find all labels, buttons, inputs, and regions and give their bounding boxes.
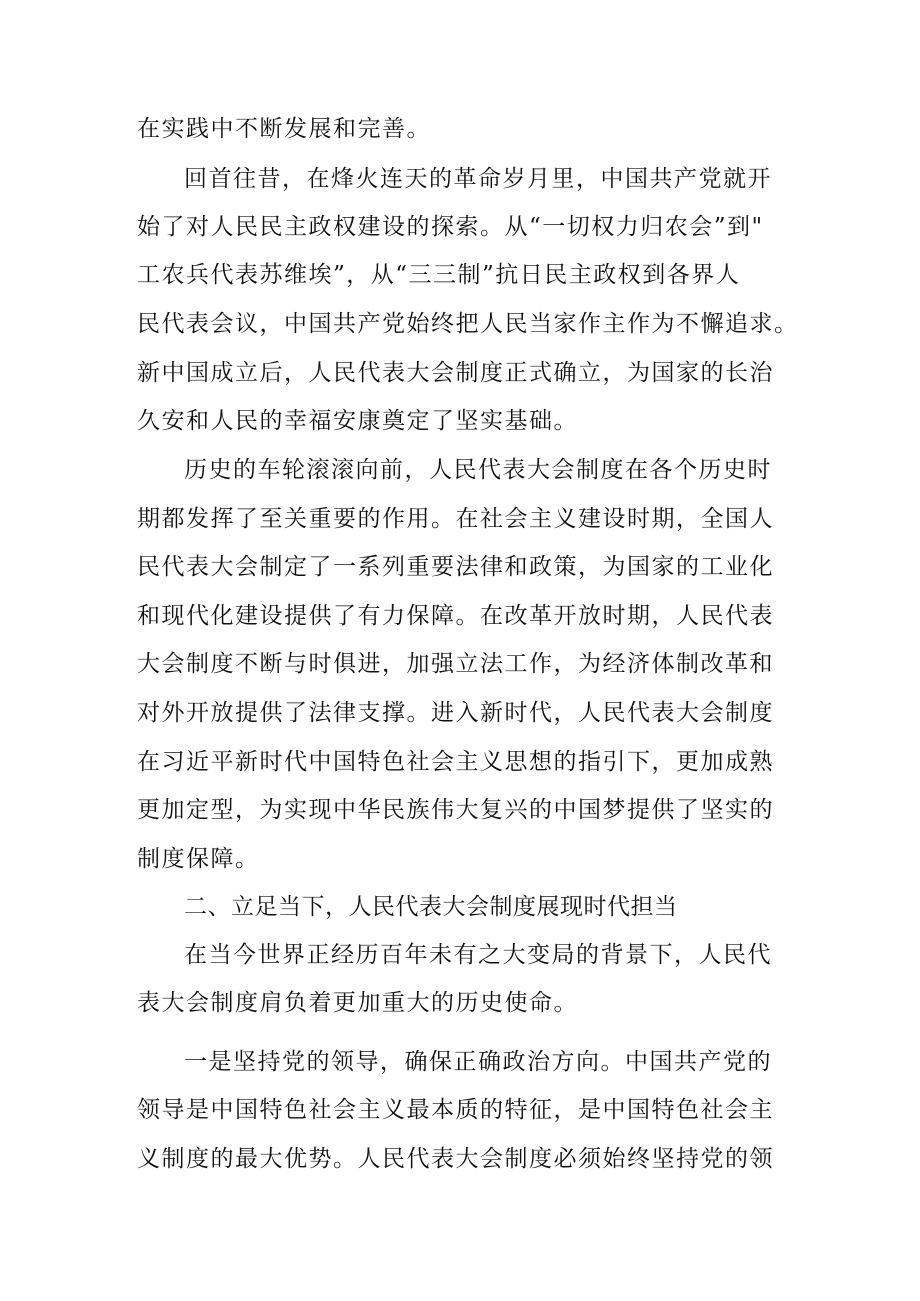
paragraph-3-line: 历史的车轮滚滚向前，人民代表大会制度在各个历史时 xyxy=(184,457,772,483)
paragraph-3-line: 在习近平新时代中国特色社会主义思想的指引下，更加成熟 xyxy=(137,749,774,775)
paragraph-3-line: 对外开放提供了法律支撑。进入新时代，人民代表大会制度 xyxy=(137,700,774,726)
paragraph-3-line: 大会制度不断与时俱进，加强立法工作，为经济体制改革和 xyxy=(137,651,774,677)
paragraph-4-line: 表大会制度肩负着更加重大的历史使命。 xyxy=(137,990,578,1016)
paragraph-2-line: 始了对人民民主政权建设的探索。从“一切权力归农会”到" xyxy=(137,214,764,240)
paragraph-3-line: 民代表大会制定了一系列重要法律和政策，为国家的工业化 xyxy=(137,554,774,580)
paragraph-4-line: 在当今世界正经历百年未有之大变局的背景下，人民代 xyxy=(184,942,772,968)
paragraph-2-line: 回首往昔，在烽火连天的革命岁月里，中国共产党就开 xyxy=(184,166,772,192)
paragraph-2-line: 民代表会议，中国共产党始终把人民当家作主作为不懈追求。 xyxy=(137,311,799,337)
paragraph-1-line: 在实践中不断发展和完善。 xyxy=(137,116,431,142)
paragraph-2-line: 新中国成立后，人民代表大会制度正式确立，为国家的长治 xyxy=(137,360,774,386)
paragraph-3-line: 和现代化建设提供了有力保障。在改革开放时期，人民代表 xyxy=(137,603,774,629)
paragraph-5-line: 领导是中国特色社会主义最本质的特征，是中国特色社会主 xyxy=(137,1097,774,1123)
paragraph-3-line: 期都发挥了至关重要的作用。在社会主义建设时期，全国人 xyxy=(137,506,774,532)
paragraph-3-line: 制度保障。 xyxy=(137,846,260,872)
section-heading: 二、立足当下，人民代表大会制度展现时代担当 xyxy=(184,894,678,920)
paragraph-3-line: 更加定型，为实现中华民族伟大复兴的中国梦提供了坚实的 xyxy=(137,797,774,823)
paragraph-2-line: 工农兵代表苏维埃”，从“三三制”抗日民主政权到各界人 xyxy=(137,262,741,288)
paragraph-5-line: 义制度的最大优势。人民代表大会制度必须始终坚持党的领 xyxy=(137,1146,774,1172)
paragraph-5-line: 一是坚持党的领导，确保正确政治方向。中国共产党的 xyxy=(184,1049,772,1075)
paragraph-2-line: 久安和人民的幸福安康奠定了坚实基础。 xyxy=(137,408,578,434)
